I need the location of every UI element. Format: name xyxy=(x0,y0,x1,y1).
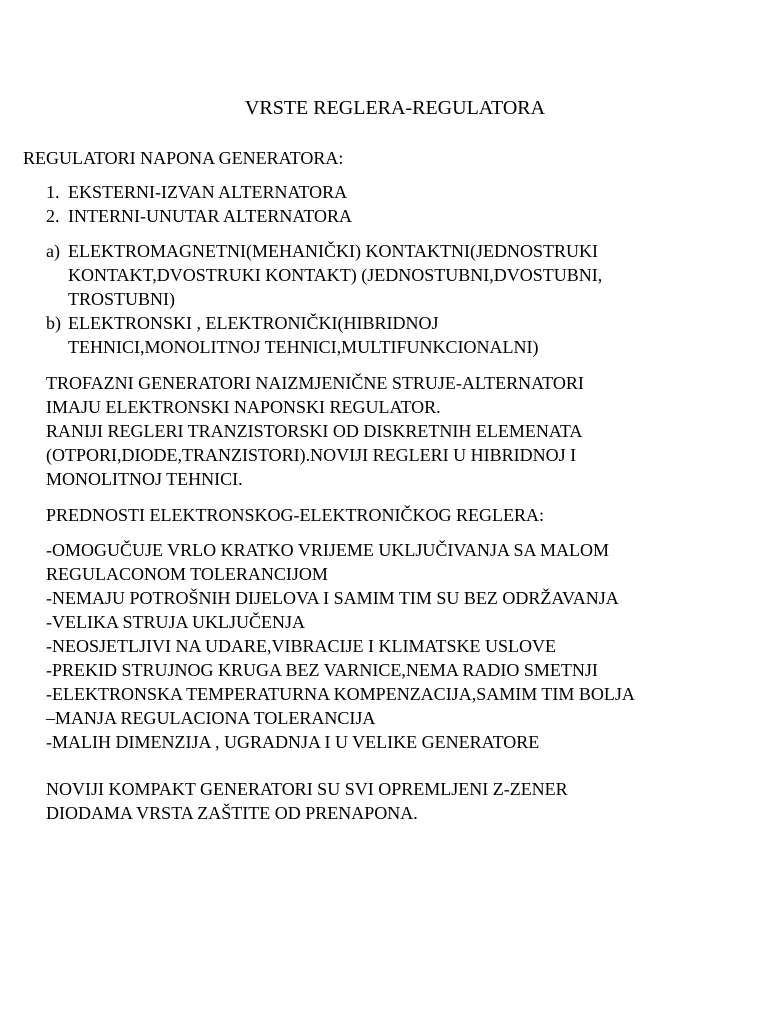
list-item-text: ELEKTRONSKI , ELEKTRONIČKI(HIBRIDNOJ xyxy=(68,313,439,333)
advantage-line: -MALIH DIMENZIJA , UGRADNJA I U VELIKE GENERATORE xyxy=(46,732,540,752)
paragraph-line: TROFAZNI GENERATORI NAIZMJENIČNE STRUJE-ALTERNATORI xyxy=(46,373,584,393)
advantage-line: -PREKID STRUJNOG KRUGA BEZ VARNICE,NEMA RADIO SMETNJI xyxy=(46,660,598,680)
advantages-heading: PREDNOSTI ELEKTRONSKOG-ELEKTRONIČKOG REGLERA: xyxy=(46,505,544,525)
list-item-text: ELEKTROMAGNETNI(MEHANIČKI) KONTAKTNI(JEDNOSTRUKI xyxy=(68,241,598,261)
document-title: VRSTE REGLERA-REGULATORA xyxy=(244,97,546,119)
lettered-item-a-line-1 xyxy=(46,239,598,263)
paragraph-line: RANIJI REGLERI TRANZISTORSKI OD DISKRETNIH ELEMENATA xyxy=(46,421,583,441)
advantage-line: -NEOSJETLJIVI NA UDARE,VIBRACIJE I KLIMATSKE USLOVE xyxy=(46,636,556,656)
list-marker: a) xyxy=(46,241,60,261)
list-item-text: INTERNI-UNUTAR ALTERNATORA xyxy=(68,206,353,226)
paragraph-line: MONOLITNOJ TEHNICI. xyxy=(46,469,243,489)
list-marker: 1. xyxy=(46,182,60,202)
lettered-item-a-line-2: KONTAKT,DVOSTRUKI KONTAKT) (JEDNOSTUBNI,DVOSTUBNI, xyxy=(68,265,603,285)
advantage-line: -VELIKA STRUJA UKLJUČENJA xyxy=(46,612,306,632)
numbered-item-1 xyxy=(46,180,347,204)
paragraph-line: DIODAMA VRSTA ZAŠTITE OD PRENAPONA. xyxy=(46,803,418,823)
paragraph-line: NOVIJI KOMPAKT GENERATORI SU SVI OPREMLJENI Z-ZENER xyxy=(46,779,568,799)
lettered-item-b-line-2: TEHNICI,MONOLITNOJ TEHNICI,MULTIFUNKCIONALNI) xyxy=(68,337,539,357)
list-marker: b) xyxy=(46,313,61,333)
numbered-item-2 xyxy=(46,204,352,228)
list-item-text: EKSTERNI-IZVAN ALTERNATORA xyxy=(68,182,348,202)
paragraph-line: (OTPORI,DIODE,TRANZISTORI).NOVIJI REGLERI U HIBRIDNOJ I xyxy=(46,445,577,465)
advantage-line: REGULACONOM TOLERANCIJOM xyxy=(46,564,328,584)
lettered-item-b-line-1 xyxy=(46,311,438,335)
paragraph-line: IMAJU ELEKTRONSKI NAPONSKI REGULATOR. xyxy=(46,397,441,417)
list-marker: 2. xyxy=(46,206,60,226)
advantage-line: -OMOGUČUJE VRLO KRATKO VRIJEME UKLJUČIVANJA SA MALOM xyxy=(46,540,610,560)
section-heading: REGULATORI NAPONA GENERATORA: xyxy=(23,148,344,168)
advantage-line: -NEMAJU POTROŠNIH DIJELOVA I SAMIM TIM SU BEZ ODRŽAVANJA xyxy=(46,588,619,608)
lettered-item-a-line-3: TROSTUBNI) xyxy=(68,289,175,309)
advantage-line: –MANJA REGULACIONA TOLERANCIJA xyxy=(46,708,376,728)
advantage-line: -ELEKTRONSKA TEMPERATURNA KOMPENZACIJA,SAMIM TIM BOLJA xyxy=(46,684,635,704)
